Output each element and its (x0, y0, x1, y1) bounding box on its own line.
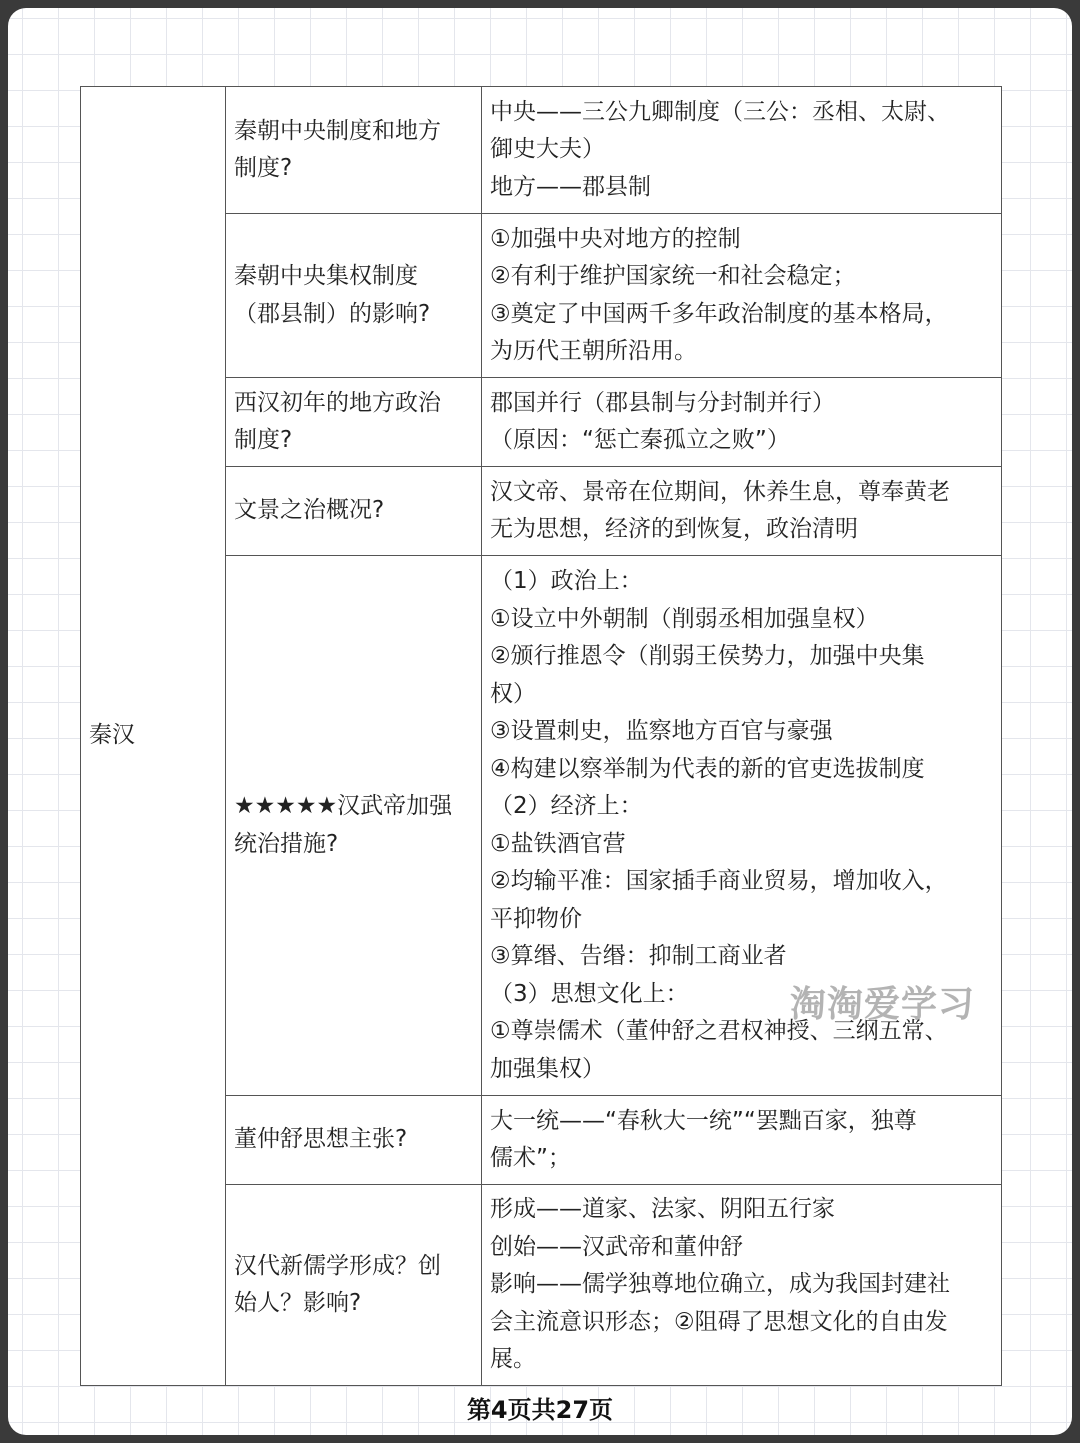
question-line: 制度? (234, 427, 293, 453)
question-line: 秦朝中央制度和地方 (234, 117, 441, 144)
answer-line: ①加强中央对地方的控制 (490, 225, 741, 252)
answer-line: ③设置刺史，监察地方百官与豪强 (490, 718, 833, 744)
answer-line: 为历代王朝所沿用。 (490, 338, 697, 364)
watermark: 淘淘爱学习 (790, 984, 976, 1025)
answer-line: 创始——汉武帝和董仲舒 (490, 1233, 743, 1260)
answer-line: （2）经济上： (490, 793, 643, 819)
question-line: ★★★★★汉武帝加强 (234, 793, 453, 819)
answer-line: （原因：“惩亡秦孤立之败”） (490, 427, 790, 453)
answer-line: 会主流意识形态；②阻碍了思想文化的自由发 (490, 1308, 948, 1335)
answer-cell (482, 1185, 1002, 1386)
answer-cell (482, 467, 1002, 556)
question-line: 秦朝中央集权制度 (234, 263, 418, 289)
question-line: 西汉初年的地方政治 (234, 389, 441, 416)
answer-line: ②均输平准：国家插手商业贸易，增加收入， (490, 868, 948, 894)
answer-cell (482, 214, 1002, 378)
answer-line: 权） (490, 680, 536, 707)
answer-line: ②有利于维护国家统一和社会稳定； (490, 263, 856, 289)
question-line: 文景之治概况? (234, 497, 385, 524)
question-cell (226, 467, 482, 556)
answer-line: ②颁行推恩令（削弱王侯势力，加强中央集 (490, 643, 925, 669)
answer-cell (482, 378, 1002, 467)
question-line: （郡县制）的影响? (234, 300, 431, 327)
answer-line: ③算缗、告缗：抑制工商业者 (490, 943, 787, 969)
answer-line: （1）政治上： (490, 568, 643, 594)
answer-line: 平抑物价 (490, 905, 582, 932)
answer-line: 形成——道家、法家、阴阳五行家 (490, 1196, 835, 1223)
question-cell (226, 87, 482, 214)
answer-cell (482, 87, 1002, 214)
answer-line: 汉文帝、景帝在位期间，休养生息，尊奉黄老 (490, 478, 950, 505)
question-line: 统治措施? (234, 830, 339, 857)
notes-table (80, 86, 1002, 1386)
answer-line: 郡国并行（郡县制与分封制并行） (490, 389, 835, 416)
answer-cell (482, 1096, 1002, 1185)
answer-line: 地方——郡县制 (490, 173, 651, 200)
question-line: 董仲舒思想主张? (234, 1126, 408, 1153)
answer-line: 影响——儒学独尊地位确立，成为我国封建社 (490, 1271, 950, 1298)
question-cell (226, 1185, 482, 1386)
answer-line: 御史大夫） (490, 136, 605, 163)
question-cell (226, 1096, 482, 1185)
question-cell (226, 214, 482, 378)
question-line: 制度? (234, 155, 293, 181)
table-row (81, 87, 1002, 214)
answer-line: ①设立中外朝制（削弱丞相加强皇权） (490, 605, 879, 632)
answer-line: 大一统——“春秋大一统”“罢黜百家，独尊 (490, 1107, 917, 1134)
question-line: 始人？影响? (234, 1290, 362, 1316)
answer-line: 中央——三公九卿制度（三公：丞相、太尉、 (490, 98, 950, 125)
question-cell (226, 378, 482, 467)
question-line: 汉代新儒学形成？创 (234, 1252, 441, 1279)
answer-line: （3）思想文化上： (490, 980, 689, 1007)
answer-line: 儒术”； (490, 1145, 571, 1171)
answer-line: ①盐铁酒官营 (490, 830, 626, 857)
answer-line: ③奠定了中国两千多年政治制度的基本格局， (490, 300, 948, 327)
answer-line: 无为思想，经济的到恢复，政治清明 (490, 516, 858, 542)
page-footer: 第4页共27页 (466, 1396, 614, 1424)
answer-line: 加强集权） (490, 1055, 605, 1082)
answer-line: ④构建以察举制为代表的新的官吏选拔制度 (490, 755, 925, 782)
era-cell: 秦汉 (81, 87, 226, 1386)
answer-line: ①尊崇儒术（董仲舒之君权神授、三纲五常、 (490, 1018, 948, 1044)
answer-line: 展。 (490, 1346, 536, 1373)
question-cell (226, 556, 482, 1096)
